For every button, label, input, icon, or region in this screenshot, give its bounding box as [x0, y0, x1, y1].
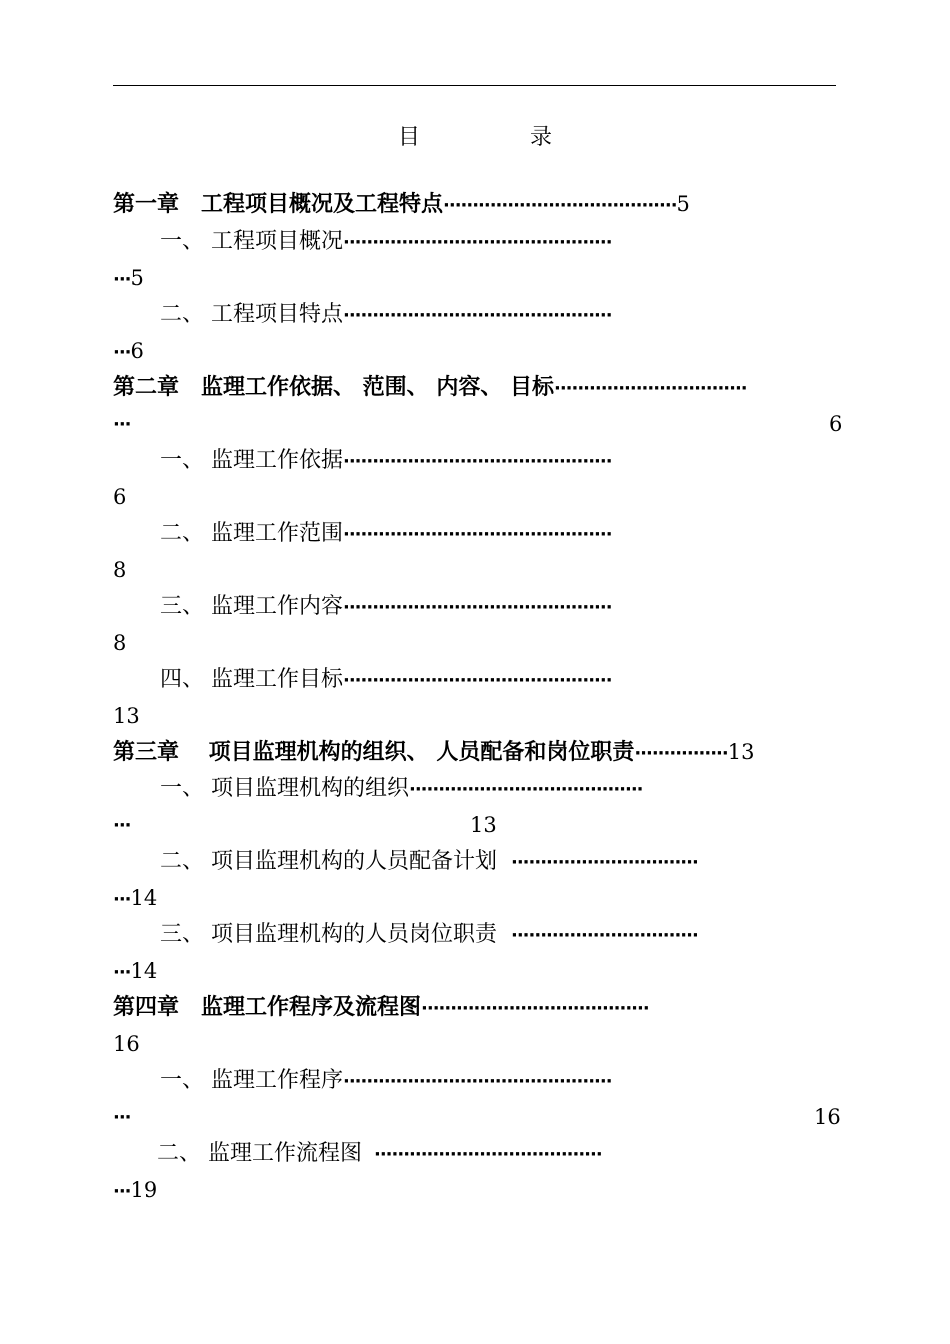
toc-label: 一、 监理工作依据 — [160, 448, 343, 473]
leader-dots: ································· — [553, 378, 747, 399]
toc-entry-section[interactable] — [160, 591, 612, 624]
leader-dots: ······································· — [421, 998, 649, 1019]
toc-label: 一、 监理工作程序 — [160, 1068, 343, 1093]
toc-label: 三、 项目监理机构的人员岗位职责 — [160, 922, 497, 947]
toc-entry-continuation — [113, 554, 126, 587]
header-rule — [113, 85, 836, 86]
toc-label: 二、 监理工作流程图 — [157, 1141, 362, 1166]
leader-dots: ································ — [511, 925, 698, 946]
toc-entry-section[interactable] — [160, 664, 612, 697]
toc-page-center — [470, 809, 497, 842]
toc-entry-continuation — [113, 1174, 157, 1208]
leader-dots: ·············································· — [343, 305, 612, 326]
leader-dots: ··· — [113, 342, 131, 363]
toc-entry-continuation — [113, 335, 144, 369]
toc-entry-continuation — [113, 481, 126, 514]
toc-entry-continuation — [113, 262, 144, 296]
toc-page: 14 — [130, 886, 158, 910]
toc-entry-continuation — [113, 1101, 131, 1134]
toc-label: 三、 监理工作内容 — [160, 594, 343, 619]
toc-entry-section[interactable] — [160, 299, 612, 332]
toc-label: 一、 工程项目概况 — [160, 229, 343, 254]
toc-entry-continuation — [113, 408, 131, 441]
leader-dots: ··· — [113, 1181, 131, 1202]
toc-page: 16 — [113, 1032, 140, 1056]
toc-page-right — [814, 1101, 841, 1134]
toc-label: 第一章 工程项目概况及工程特点 — [113, 192, 444, 217]
toc-entry-continuation — [113, 627, 126, 660]
toc-page: 13 — [727, 740, 755, 764]
leader-dots: ········································ — [409, 779, 643, 800]
leader-dots: ·············································· — [343, 232, 612, 253]
toc-entry-continuation — [113, 955, 157, 989]
toc-label: 一、 项目监理机构的组织 — [160, 776, 409, 801]
leader-dots: ··· — [113, 815, 131, 836]
toc-label: 四、 监理工作目标 — [160, 667, 343, 692]
leader-dots: ··· — [113, 889, 131, 910]
leader-dots: ·············································· — [343, 524, 612, 545]
toc-entry-chapter-4[interactable] — [113, 992, 649, 1025]
toc-label: 第二章 监理工作依据、 范围、 内容、 目标 — [113, 375, 554, 400]
toc-entry-section[interactable] — [160, 919, 698, 952]
leader-dots: ·············································· — [343, 670, 612, 691]
toc-page: 19 — [130, 1178, 158, 1202]
leader-dots: ··· — [113, 414, 131, 435]
toc-entry-chapter-2[interactable] — [113, 372, 747, 405]
toc-page: 8 — [113, 631, 127, 655]
toc-page: 13 — [470, 813, 497, 837]
toc-label: 第四章 监理工作程序及流程图 — [113, 995, 422, 1020]
toc-page: 6 — [113, 485, 127, 509]
toc-page-right — [829, 408, 842, 441]
toc-page: 8 — [113, 558, 127, 582]
toc-entry-section[interactable] — [160, 226, 612, 259]
leader-dots: ································ — [511, 852, 698, 873]
toc-label: 二、 工程项目特点 — [160, 302, 343, 327]
toc-page: 16 — [814, 1105, 841, 1129]
leader-dots: ················ — [634, 743, 728, 764]
leader-dots: ··· — [113, 962, 131, 983]
toc-page: 6 — [130, 339, 144, 363]
leader-dots: ··· — [113, 269, 131, 290]
leader-dots: ·············································· — [343, 597, 612, 618]
toc-entry-continuation — [113, 809, 131, 842]
leader-dots: ·············································· — [343, 451, 612, 472]
toc-page: 6 — [829, 412, 843, 436]
toc-entry-section[interactable] — [160, 846, 698, 879]
page-title: 目 录 — [397, 125, 596, 150]
toc-entry-chapter-1[interactable] — [113, 188, 690, 222]
toc-label: 二、 项目监理机构的人员配备计划 — [160, 849, 497, 874]
toc-page: 14 — [130, 959, 158, 983]
toc-page: 5 — [130, 266, 144, 290]
toc-entry-section[interactable] — [160, 773, 643, 806]
leader-dots: ··· — [113, 1107, 131, 1128]
toc-entry-section[interactable] — [160, 1065, 612, 1098]
toc-entry-continuation — [113, 1028, 140, 1061]
toc-entry-chapter-3[interactable] — [113, 736, 754, 770]
toc-page: 13 — [113, 704, 140, 728]
toc-page: 5 — [676, 192, 690, 216]
toc-label: 二、 监理工作范围 — [160, 521, 343, 546]
toc-entry-continuation — [113, 882, 157, 916]
toc-entry-section[interactable] — [160, 445, 612, 478]
toc-entry-section[interactable] — [160, 518, 612, 551]
toc-label: 第三章 项目监理机构的组织、 人员配备和岗位职责 — [113, 740, 635, 765]
toc-entry-section[interactable] — [157, 1138, 602, 1171]
leader-dots: ······································· — [374, 1144, 602, 1165]
toc-entry-continuation — [113, 700, 140, 733]
leader-dots: ·············································· — [343, 1071, 612, 1092]
leader-dots: ········································ — [443, 195, 677, 216]
